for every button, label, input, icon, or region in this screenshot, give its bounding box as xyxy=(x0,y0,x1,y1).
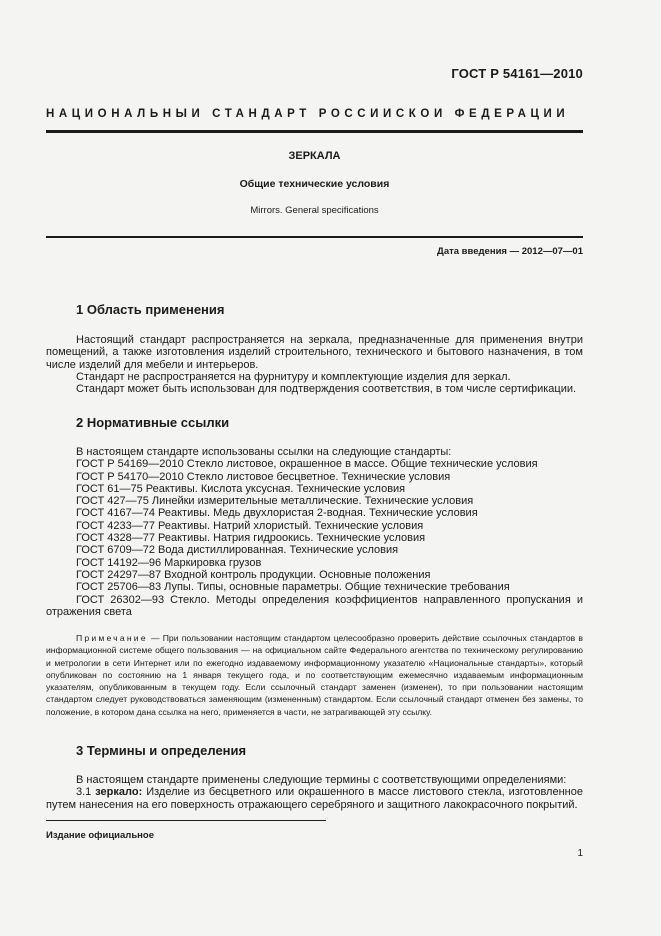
section-3-intro: В настоящем стандарте применены следующие термины с соответствующими определениями: xyxy=(76,774,567,786)
official-edition: Издание официальное xyxy=(46,830,154,841)
section-3-heading: 3 Термины и определения xyxy=(76,743,247,758)
page-number: 1 xyxy=(577,848,583,859)
reference-item: ГОСТ 61—75 Реактивы. Кислота уксусная. Технические условия xyxy=(76,482,406,495)
introduction-date: Дата введения — 2012—07—01 xyxy=(437,246,583,257)
document-title: ЗЕРКАЛА xyxy=(288,150,341,162)
reference-item: ГОСТ Р 54169—2010 Стекло листовое, окрашенное в массе. Общие технические условия xyxy=(76,458,538,471)
term-text: Изделие из бесцветного или окрашенного в массе листового стекла, изготовленное путем нанесения на его поверхность отражающего серебряного и защитного лакокрасочного покрытий. xyxy=(46,786,583,811)
section-3-body xyxy=(46,774,583,811)
section-2-heading: 2 Нормативные ссылки xyxy=(76,415,230,430)
footer-rule xyxy=(46,820,326,821)
reference-item: ГОСТ 26302—93 Стекло. Методы определения коэффициентов направленного пропускания и отражения света xyxy=(46,593,583,618)
reference-item: ГОСТ 24297—87 Входной контроль продукции. Основные положения xyxy=(76,568,431,581)
national-standard-banner: НАЦИОНАЛЬНЫЙ СТАНДАРТ РОССИЙСКОЙ ФЕДЕРАЦИИ xyxy=(46,108,570,120)
title-rule xyxy=(46,236,583,238)
section-1-paragraph: Настоящий стандарт распространяется на зеркала, предназначенные для применения внутри помещений, а также изготовления изделий строительного, технического и бытового назначения, в том числе изделий для мебели и интерьеров. xyxy=(46,334,583,371)
note-text: — При пользовании настоящим стандартом целесообразно проверить действие ссылочных стандартов в информационной системе общего пользования — на официальном сайте Федерального агентства по техническому регулированию и метрологии в сети Интернет или по ежегодно издаваемому информационному указателю «Национальные стандарты», который опубликован по состоянию на 1 января текущего года, и по соответствующим ежемесячно издаваемым информационным указателям, опубликованным в текущем году. Если ссылочный стандарт заменен (изменен), то при пользовании настоящим стандартом следует руководствоваться заменяющим (измененным) стандартом. Если ссылочный стандарт отменен без замены, то положение, в котором дана ссылка на него, применяется в части, не затрагивающей эту ссылку. xyxy=(46,633,583,717)
document-subtitle: Общие технические условия xyxy=(239,178,390,190)
reference-item: ГОСТ Р 54170—2010 Стекло листовое бесцветное. Технические условия xyxy=(76,470,451,483)
gost-code: ГОСТ Р 54161—2010 xyxy=(451,66,583,81)
section-1-body xyxy=(46,334,583,395)
reference-item: ГОСТ 4167—74 Реактивы. Медь двухлористая 2-водная. Технические условия xyxy=(76,507,478,520)
reference-item: ГОСТ 6709—72 Вода дистиллированная. Технические условия xyxy=(76,544,399,557)
references-list xyxy=(46,446,583,618)
reference-item: ГОСТ 4233—77 Реактивы. Натрий хлористый. Технические условия xyxy=(76,519,424,532)
english-title: Mirrors. General specifications xyxy=(250,205,379,216)
term-definition xyxy=(46,786,583,811)
reference-item: ГОСТ 427—75 Линейки измерительные металлические. Технические условия xyxy=(76,495,474,508)
term-name: зеркало: xyxy=(95,786,143,799)
reference-item: ГОСТ 25706—83 Лупы. Типы, основные параметры. Общие технические требования xyxy=(76,581,510,594)
section-1-paragraph: Стандарт не распространяется на фурнитуру и комплектующие изделия для зеркал. xyxy=(76,370,511,383)
references-intro: В настоящем стандарте использованы ссылки на следующие стандарты: xyxy=(76,446,452,458)
note-paragraph xyxy=(46,632,583,718)
term-number: 3.1 xyxy=(76,786,96,799)
reference-item: ГОСТ 14192—96 Маркировка грузов xyxy=(76,556,262,569)
reference-item: ГОСТ 4328—77 Реактивы. Натрия гидроокись. Технические условия xyxy=(76,532,426,545)
section-1-paragraph: Стандарт может быть использован для подтверждения соответствия, в том числе сертификации. xyxy=(76,383,577,396)
note-label: Примечание xyxy=(76,633,148,643)
section-1-heading: 1 Область применения xyxy=(76,302,225,317)
header-rule xyxy=(46,130,583,133)
